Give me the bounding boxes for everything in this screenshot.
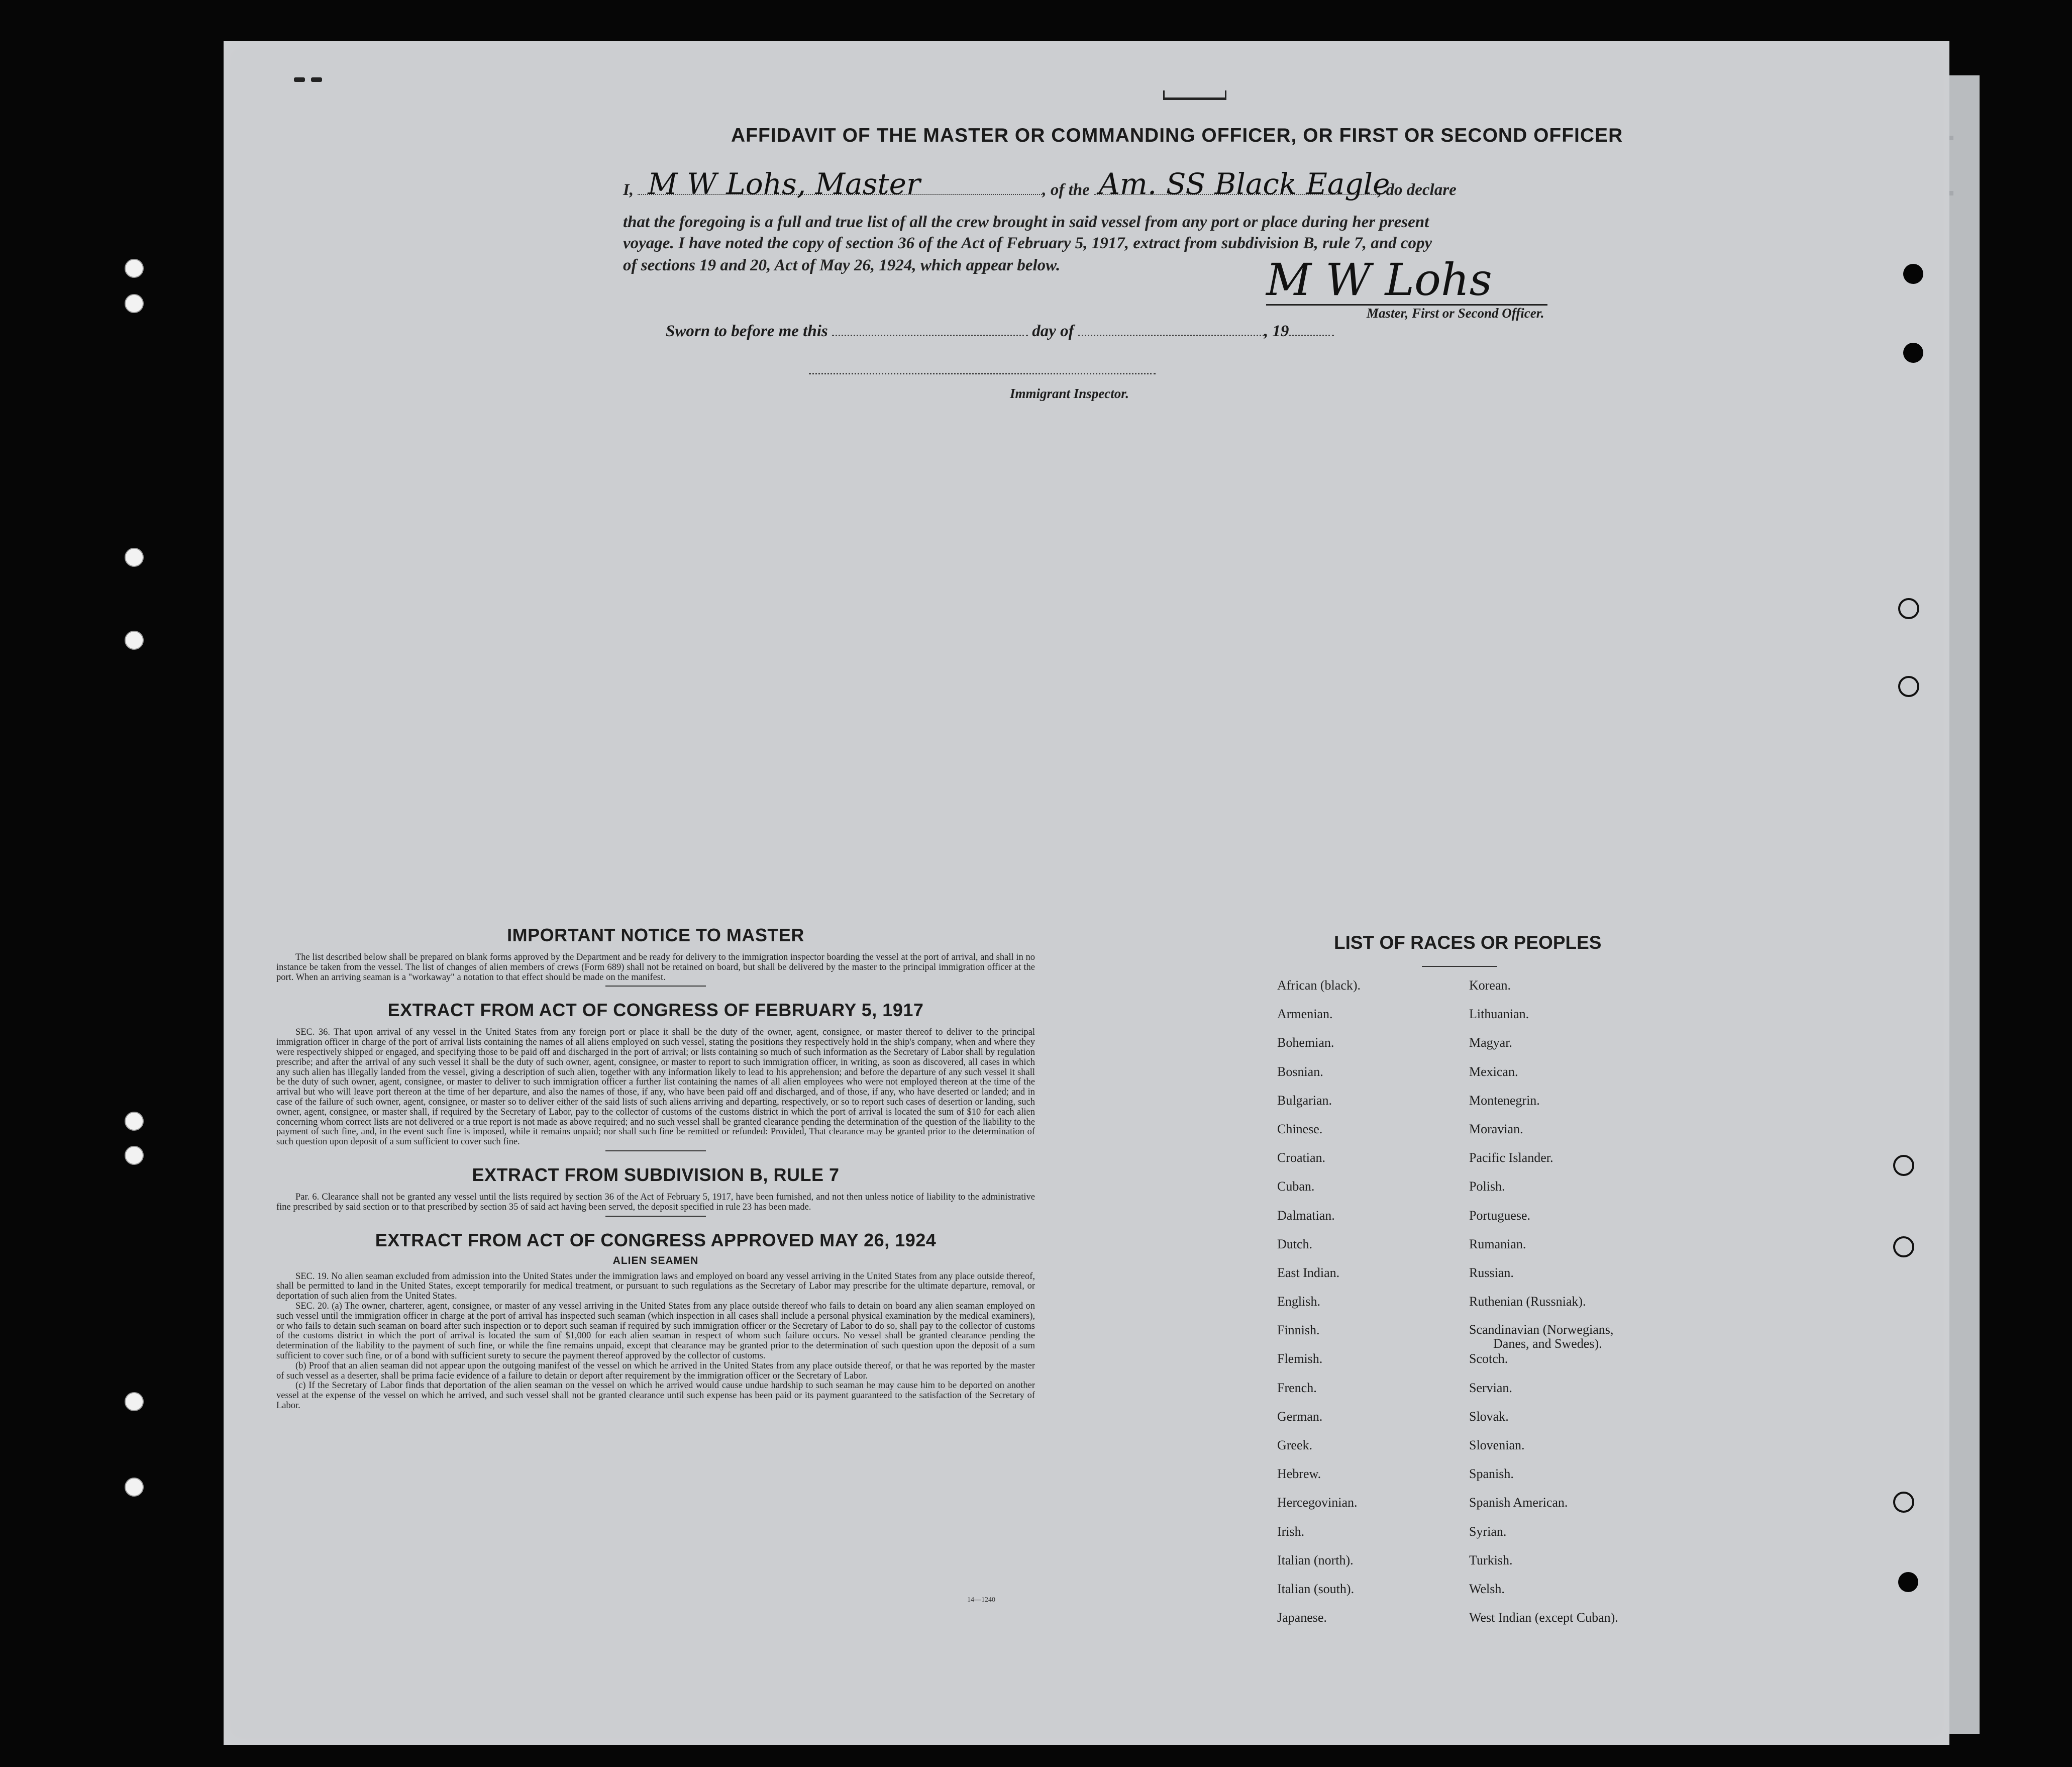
affidavit-line-4: of sections 19 and 20, Act of May 26, 1924, which appear below. (623, 256, 1061, 274)
sworn-label: Sworn to before me this (666, 322, 828, 340)
master-name-handwritten: M W Lohs, Master (648, 167, 920, 201)
signature-caption: Master, First or Second Officer. (1367, 306, 1544, 321)
notice-title: IMPORTANT NOTICE TO MASTER (507, 925, 804, 945)
punch-hole (1893, 1236, 1914, 1257)
list-item: West Indian (except Cuban). (1469, 1610, 1618, 1625)
punch-hole (125, 1478, 144, 1497)
list-item: Bulgarian. (1277, 1093, 1332, 1108)
divider (605, 986, 706, 987)
list-item: Korean. (1469, 978, 1511, 993)
extract-1917-title: EXTRACT FROM ACT OF CONGRESS OF FEBRUARY 5, 1917 (387, 1000, 924, 1021)
list-item: Spanish American. (1469, 1495, 1568, 1510)
vessel-name-handwritten: Am. SS Black Eagle (1099, 167, 1390, 201)
sworn-month-field (1078, 322, 1264, 336)
extract-rule7-text: Par. 6. Clearance shall not be granted any vessel until the lists required by section 36 of the Act of February 5, 1917, have been furnished, and not then unless notice of liability to the administrative fine prescribed by said section or to that prescribed by section 35 of said act having been served, the deposit specified in rule 23 has been made. (276, 1192, 1035, 1212)
punch-hole (125, 294, 144, 313)
form-tick-mark (1163, 90, 1226, 100)
sworn-day-field (832, 322, 1028, 336)
of-the-label: , of the (1042, 181, 1090, 199)
list-item: Pacific Islander. (1469, 1150, 1553, 1165)
extract-1924-title: EXTRACT FROM ACT OF CONGRESS APPROVED MAY 26, 1924 (375, 1229, 937, 1250)
list-item: Chinese. (1277, 1121, 1323, 1136)
list-item: Slovenian. (1469, 1438, 1525, 1452)
list-item: Servian. (1469, 1380, 1512, 1395)
punch-hole (1893, 1492, 1914, 1513)
list-item: English. (1277, 1294, 1320, 1309)
extract-rule7-title: EXTRACT FROM SUBDIVISION B, RULE 7 (472, 1164, 840, 1185)
races-title: LIST OF RACES OR PEOPLES (1334, 932, 1602, 953)
list-item: Portuguese. (1469, 1208, 1531, 1223)
list-item: Mexican. (1469, 1064, 1518, 1079)
list-item: Montenegrin. (1469, 1093, 1540, 1108)
scandinavian-label: Scandinavian (Norwegians, (1469, 1322, 1614, 1337)
list-item: Irish. (1277, 1524, 1305, 1539)
punch-hole (125, 1392, 144, 1411)
punch-hole (1903, 264, 1923, 284)
sec-20b: (b) Proof that an alien seaman did not appear upon the outgoing manifest of the vessel on which he arrived in the United States from any place outside thereof, or that he was reported by the master of such vessel as a deserter, shall be prima facie evidence of a failure to detain or deport after requirement by the immigration officer or the Secretary of Labor. (276, 1360, 1035, 1381)
list-item: Dutch. (1277, 1236, 1313, 1251)
races-list-left (1277, 978, 1361, 1639)
notice-text: The list described below shall be prepared on blank forms approved by the Department and be ready for delivery to the immigration inspector boarding the vessel at the port of arrival, and shall in no instance be taken from the vessel. The list of changes of alien members of crews (Form 689) shall not be retained on board, but shall be delivered by the master to the principal immigration officer at the port. When an arriving seaman is a "workaway" a notation to that effect should be made on the manifest. (276, 952, 1035, 983)
list-item: Russian. (1469, 1265, 1514, 1280)
list-item: African (black). (1277, 978, 1361, 993)
list-item: Italian (north). (1277, 1552, 1354, 1567)
scan-marks (294, 75, 349, 80)
list-item: Bohemian. (1277, 1035, 1334, 1050)
document-page (224, 41, 1949, 1745)
list-item: Ruthenian (Russniak). (1469, 1294, 1586, 1309)
list-item: Bosnian. (1277, 1064, 1323, 1079)
do-declare-label: , do declare (1378, 181, 1457, 199)
punch-hole (1898, 676, 1919, 697)
inspector-signature-line (809, 373, 1156, 374)
list-item: Italian (south). (1277, 1581, 1355, 1596)
list-item: Armenian. (1277, 1007, 1333, 1022)
list-item: Welsh. (1469, 1581, 1505, 1596)
list-item: Syrian. (1469, 1524, 1507, 1539)
sec-20a: SEC. 20. (a) The owner, charterer, agent, consignee, or master of any vessel arriving in the United States from any place outside thereof who fails to detain on board any alien seaman employed on such vessel until the immigration officer in charge at the port of arrival has inspected such seaman (which inspection in all cases shall include a personal physical examination by the medical examiners), or who fails to detain such seaman on board after such inspection or to deport such seaman if required by such immigration officer or the Secretary of Labor to do so, shall pay to the collector of customs of the customs district in which the port of arrival is located the sum of $1,000 for each alien seaman in respect of whom such failure occurs. No vessel shall be granted clearance pending the determination of the liability to the payment of such fine, or while the fine remains unpaid, except that clearance may be granted prior to the determination of such question upon the deposit of a sum sufficient to cover such fine, or of a bond with sufficient surety to secure the payment thereof approved by the collector of customs. (276, 1301, 1035, 1361)
list-item: Slovak. (1469, 1409, 1509, 1424)
list-item (1469, 1323, 1618, 1351)
list-item: Turkish. (1469, 1552, 1513, 1567)
year-prefix: , 19 (1264, 322, 1289, 340)
scandinavian-continuation: Danes, and Swedes). (1493, 1336, 1602, 1351)
list-item: Finnish. (1277, 1323, 1320, 1338)
sworn-line (666, 322, 1334, 341)
list-item: Japanese. (1277, 1610, 1327, 1625)
sec-19: SEC. 19. No alien seaman excluded from admission into the United States under the immigration laws and employed on board any vessel arriving in the United States from any place outside thereof, shall be permitted to land in the United States, except temporarily for medical treatment, or pursuant to such regulations as the Secretary of Labor may prescribe for the ultimate departure, removal, or deportation of such alien from the United States. (276, 1271, 1035, 1302)
list-item: Hercegovinian. (1277, 1495, 1358, 1510)
list-item: Rumanian. (1469, 1236, 1526, 1251)
extract-1917-text: SEC. 36. That upon arrival of any vessel in the United States from any foreign port or place it shall be the duty of the owner, agent, consignee, or master thereof to deliver to the principal immigration officer in charge of the port of arrival lists containing the names of all aliens employed on such vessel, stating the positions they respectively hold in the ship's company, when and where they were respectively shipped or engaged, and specifying those to be paid off and discharged in the port of arrival; or lists containing so much of such information as the Secretary of Labor shall by regulation prescribe; and after the arrival of any such vessel it shall be the duty of such owner, agent, consignee, or master to report to such immigration officer, in writing, as soon as discovered, all cases in which any such alien has illegally landed from the vessel, giving a description of such alien, together with any information likely to lead to his apprehension; and before the departure of any such vessel it shall be the duty of such owner, agent, consignee, or master to deliver to such immigration officer a further list containing the names of all alien employees who were not employed thereon at the time of the arrival but who will leave port thereon at the time of her departure, and also the names of those, if any, who have been paid off and discharged, and of those, if any, who have deserted or landed; and in case of the failure of such owner, agent, consignee, or master so to deliver either of the said lists of such aliens arriving and departing, respectively, or so to report such cases of desertion or landing, such owner, agent, consignee, or master shall, if required by the Secretary of Labor, pay to the collector of customs of the customs district in which the port of arrival is located the sum of $10 for each alien concerning whom correct lists are not delivered or a true report is not made as above required; and no such vessel shall be granted clearance pending the determination of the question of the liability to the payment of such fine, and, in the event such fine is imposed, while it remains unpaid; nor shall such fine be remitted or refunded: Provided, That clearance may be granted prior to the determination of such question upon deposit of a sum sufficient to cover such fine. (276, 1027, 1035, 1147)
list-item: East Indian. (1277, 1265, 1340, 1280)
list-item: German. (1277, 1409, 1323, 1424)
list-item: Hebrew. (1277, 1466, 1321, 1482)
day-of-label: day of (1032, 322, 1074, 340)
inspector-caption: Immigrant Inspector. (1010, 386, 1129, 401)
punch-hole (125, 548, 144, 567)
divider (605, 1216, 706, 1217)
list-item: Lithuanian. (1469, 1007, 1529, 1022)
punch-hole (125, 631, 144, 650)
list-item: Scotch. (1469, 1351, 1508, 1366)
extract-1924-text (276, 1272, 1035, 1411)
list-item: Moravian. (1469, 1121, 1523, 1136)
list-item: Polish. (1469, 1179, 1505, 1194)
divider (605, 1150, 706, 1151)
vessel-field (1094, 167, 1390, 201)
list-item: Magyar. (1469, 1035, 1512, 1050)
divider (1422, 966, 1497, 967)
affidavit-line-2: that the foregoing is a full and true list of all the crew brought in said vessel from any port or place during her present (623, 213, 1429, 231)
punch-hole (125, 1112, 144, 1131)
sworn-year-field (1289, 322, 1334, 336)
punch-hole (125, 1146, 144, 1165)
master-signature: M W Lohs (1266, 254, 1492, 306)
i-label: I, (623, 181, 634, 199)
alien-seamen-subtitle: ALIEN SEAMEN (612, 1254, 699, 1266)
affidavit-line-3: voyage. I have noted the copy of section 36 of the Act of February 5, 1917, extract from subdivision B, rule 7, and copy (623, 234, 1432, 252)
punch-hole (1903, 343, 1923, 363)
list-item: Greek. (1277, 1438, 1313, 1452)
legal-notices (276, 925, 1035, 1411)
affidavit-title: AFFIDAVIT OF THE MASTER OR COMMANDING OFFICER, OR FIRST OR SECOND OFFICER (731, 125, 1623, 146)
list-item: Flemish. (1277, 1351, 1323, 1366)
affidavit-line-1 (623, 167, 1585, 202)
punch-hole (1893, 1155, 1914, 1176)
list-item: Dalmatian. (1277, 1208, 1335, 1223)
list-item: French. (1277, 1380, 1317, 1395)
sec-20c: (c) If the Secretary of Labor finds that deportation of the alien seaman on the vessel on which he arrived would cause undue hardship to such seaman he may cause him to be deported on another vessel at the expense of the vessel on which he arrived, and such vessel shall not be granted clearance until such expense has been paid or its payment guaranteed to the satisfaction of the Secretary of Labor. (276, 1381, 1035, 1411)
races-list-right (1469, 978, 1618, 1639)
list-item: Spanish. (1469, 1466, 1514, 1482)
punch-hole (1898, 598, 1919, 619)
punch-hole (125, 259, 144, 278)
master-name-field (638, 167, 1042, 201)
punch-hole (1898, 1572, 1918, 1592)
form-number: 14—1240 (967, 1596, 995, 1604)
list-item: Croatian. (1277, 1150, 1326, 1165)
list-item: Cuban. (1277, 1179, 1315, 1194)
